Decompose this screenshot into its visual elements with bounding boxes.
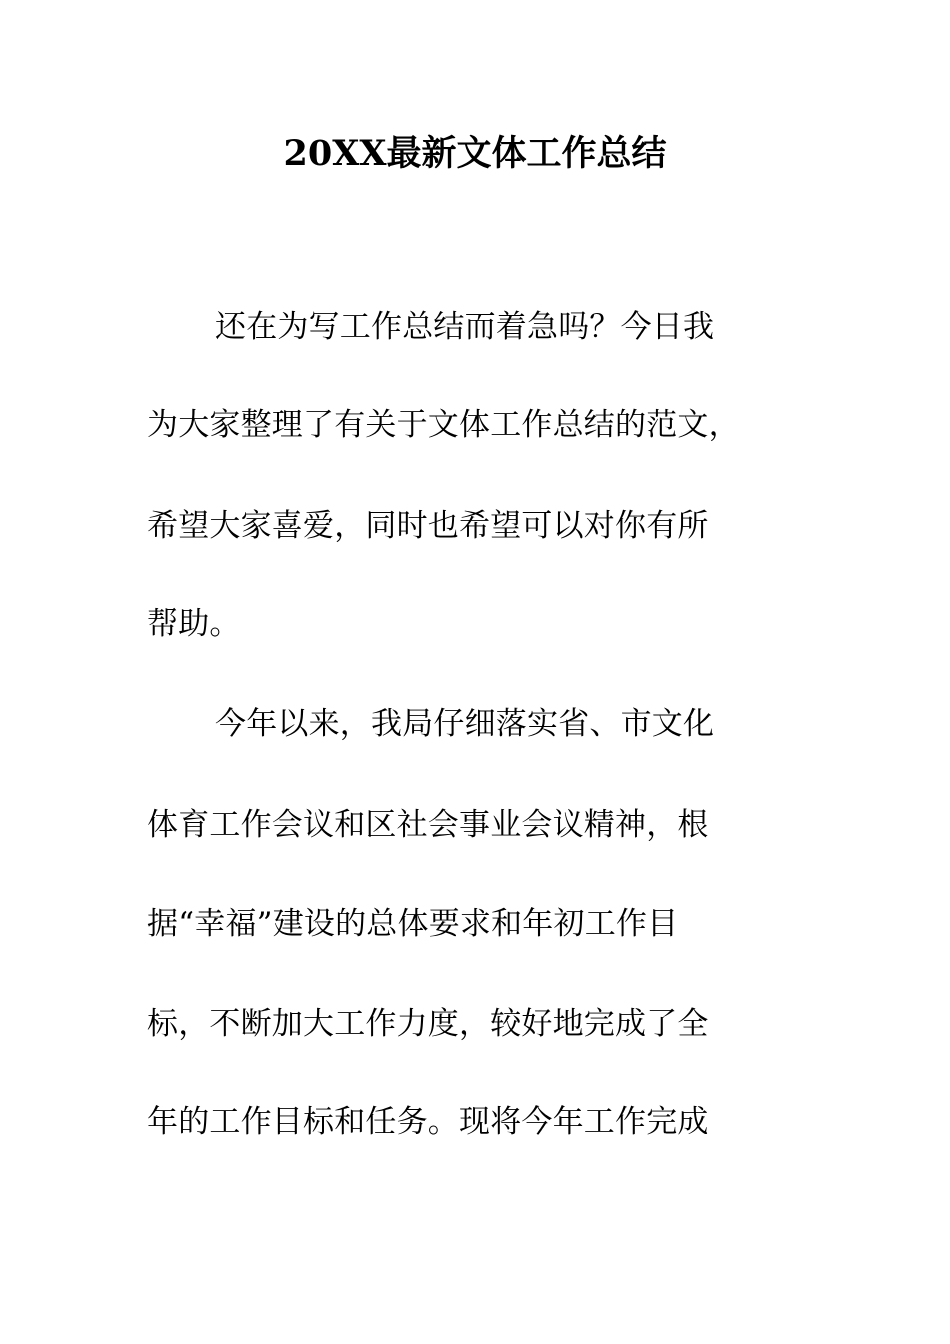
paragraph-line: 为大家整理了有关于文体工作总结的范文， (147, 407, 740, 443)
paragraph-line: 帮助。 (147, 606, 241, 642)
paragraph-line: 年的工作目标和任务。现将今年工作完成 (147, 1104, 709, 1140)
paragraph-line: 还在为写工作总结而着急吗？今日我 (215, 309, 715, 345)
paragraph-line: 标，不断加大工作力度，较好地完成了全 (147, 1006, 709, 1042)
paragraph-line: 体育工作会议和区社会事业会议精神，根 (147, 807, 709, 843)
paragraph-line: 今年以来，我局仔细落实省、市文化 (215, 706, 715, 742)
paragraph-line: 据“幸福”建设的总体要求和年初工作目 (147, 906, 679, 942)
document-title: 20XX最新文体工作总结 (283, 133, 667, 174)
paragraph-line: 希望大家喜爱，同时也希望可以对你有所 (147, 508, 709, 544)
